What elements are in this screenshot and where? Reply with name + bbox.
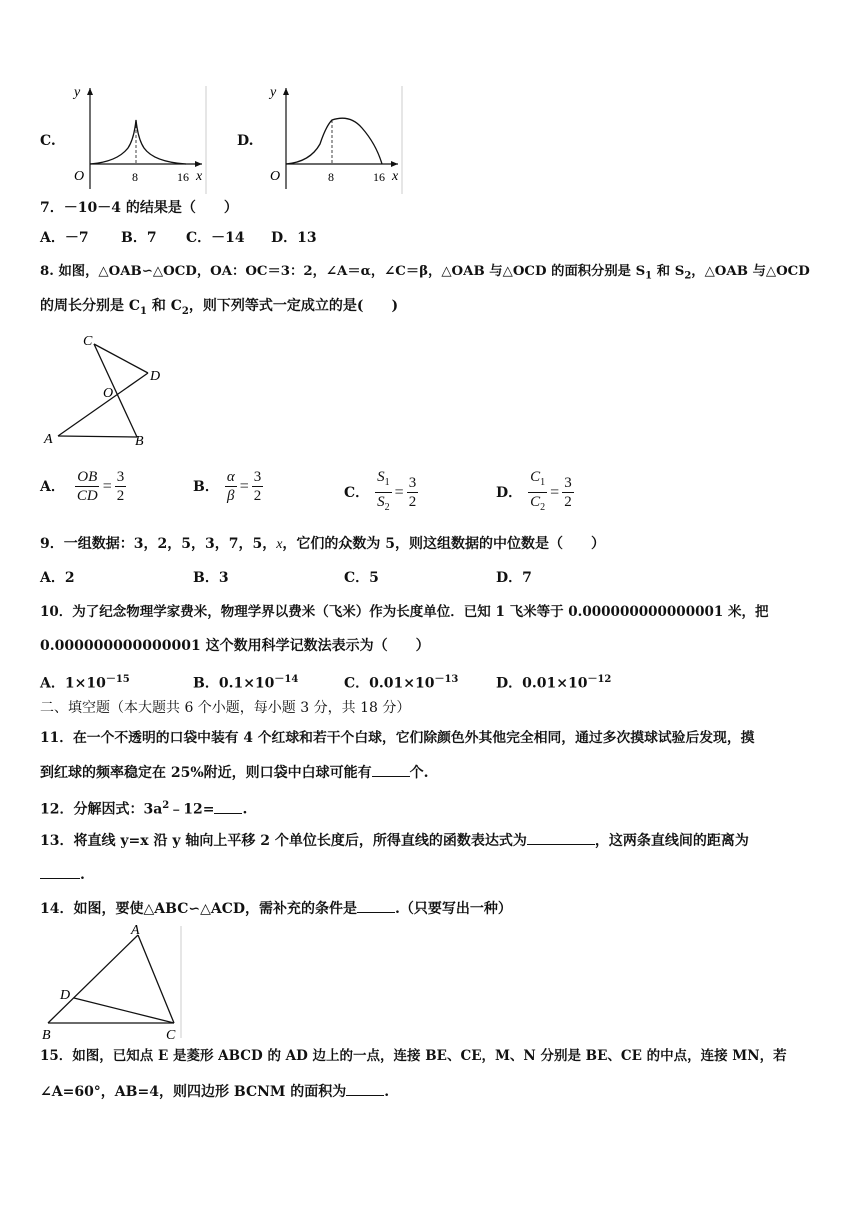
q14-answer-blank[interactable] bbox=[357, 898, 395, 913]
q13-stem-line1: 13．将直线 y=x 沿 y 轴向上平移 2 个单位长度后，所得直线的函数表达式为 ，这两条直线间的距离为 bbox=[40, 830, 749, 851]
graph-c bbox=[62, 84, 210, 196]
q8-label-a: A bbox=[44, 432, 53, 447]
graph-c-label: C. bbox=[40, 133, 56, 149]
graph-c-y-label: y bbox=[74, 85, 81, 100]
q9-option-c: C．5 bbox=[344, 570, 379, 586]
graph-d-x-label: x bbox=[392, 169, 399, 184]
graph-d-tick-16: 16 bbox=[373, 170, 385, 184]
q15-stem-line1: 15．如图，已知点 E 是菱形 ABCD 的 AD 边上的一点，连接 BE、CE，M、N 分别是 BE、CE 的中点，连接 MN，若 bbox=[40, 1048, 787, 1064]
q9-option-b: B．3 bbox=[193, 570, 229, 586]
q8-stem-line1: 8. 如图，△OAB∽△OCD，OA：OC＝3：2，∠A＝α，∠C＝β，△OAB 与△OCD 的面积分别是 $S_1$ 和 $S_2$，△OAB 与△OCD bbox=[40, 264, 810, 282]
q10-option-b: B．$0.1\times 10^{-14}$ bbox=[193, 674, 299, 692]
q14-label-b: B bbox=[42, 1028, 51, 1043]
q14-figure bbox=[38, 920, 186, 1044]
q14-label-a: A bbox=[131, 923, 140, 938]
q8-label-d: D bbox=[150, 369, 161, 384]
q11-stem-line1: 11．在一个不透明的口袋中装有 4 个红球和若干个白球，它们除颜色外其他完全相同，通过多次摸球试验后发现，摸 bbox=[40, 730, 755, 746]
graph-d-tick-8: 8 bbox=[328, 170, 334, 184]
q8-label-c: C bbox=[83, 334, 93, 349]
graph-d bbox=[258, 84, 406, 196]
q14-label-d: D bbox=[60, 988, 71, 1003]
q8-figure bbox=[40, 330, 170, 450]
q15-answer-blank[interactable] bbox=[346, 1081, 384, 1096]
q11-stem-line2: 到红球的频率稳定在 25%附近，则口袋中白球可能有 个. bbox=[40, 762, 429, 783]
q7-stem: 7．－10－4 的结果是（ ） bbox=[40, 200, 238, 216]
q8-label-o: O bbox=[103, 386, 114, 401]
q8-stem-line2: 的周长分别是 $C_1$ 和 $C_2$，则下列等式一定成立的是( ) bbox=[40, 298, 399, 317]
section-heading: 二、填空题（本大题共 6 个小题，每小题 3 分，共 18 分） bbox=[40, 700, 411, 716]
q13-stem-line2: . bbox=[40, 864, 85, 885]
q11-answer-blank[interactable] bbox=[372, 762, 410, 777]
graph-d-label: D. bbox=[237, 133, 254, 149]
q10-stem-line1: 10．为了纪念物理学家费米，物理学界以费米（飞米）作为长度单位．已知 1 飞米等于 0.000000000000001 米，把 bbox=[40, 604, 769, 620]
graph-c-x-label: x bbox=[196, 169, 203, 184]
q7-option-c: C．－14 bbox=[186, 230, 245, 246]
graph-d-origin: O bbox=[270, 169, 281, 184]
graph-d-y-label: y bbox=[270, 85, 277, 100]
q9-stem: 9．一组数据：3，2，5，3，7，5，x，它们的众数为 5，则这组数据的中位数是（ ） bbox=[40, 536, 606, 552]
q10-stem-line2: 0.000000000000001 这个数用科学记数法表示为（ ） bbox=[40, 638, 430, 654]
q14-label-c: C bbox=[166, 1028, 176, 1043]
q10-option-a: A．$1\times 10^{-15}$ bbox=[40, 674, 130, 692]
q7-option-d: D．13 bbox=[271, 230, 317, 246]
q14-stem: 14．如图，要使△ABC∽△ACD，需补充的条件是 .（只要写出一种） bbox=[40, 898, 512, 919]
q12-stem: 12．分解因式：$3a^2﹣12=$ . bbox=[40, 800, 248, 818]
q8-option-d: D． $\frac{C_1}{C_2}$ = $\frac{3}{2}$ bbox=[496, 469, 572, 513]
q15-stem-line2: ∠A=60°，AB=4，则四边形 BCNM 的面积为 . bbox=[40, 1081, 389, 1102]
q8-label-b: B bbox=[135, 434, 144, 449]
q8-option-b: B． $\frac{\alpha}{\beta}$ = $\frac{3}{2}$ bbox=[193, 469, 262, 504]
q9-option-d: D．7 bbox=[496, 570, 532, 586]
q10-option-c: C．$0.01\times 10^{-13}$ bbox=[344, 674, 459, 692]
graph-c-tick-8: 8 bbox=[132, 170, 138, 184]
q7-option-b: B．7 bbox=[121, 230, 157, 246]
q8-option-c: C． $\frac{S_1}{S_2}$ = $\frac{3}{2}$ bbox=[344, 469, 417, 513]
q13-answer-blank-2[interactable] bbox=[40, 864, 80, 879]
graph-c-tick-16: 16 bbox=[177, 170, 189, 184]
q7-option-a: A．－7 bbox=[40, 230, 89, 246]
q13-answer-blank-1[interactable] bbox=[527, 830, 595, 845]
q12-answer-blank[interactable] bbox=[214, 799, 242, 814]
graph-c-origin: O bbox=[74, 169, 85, 184]
q10-option-d: D．$0.01\times 10^{-12}$ bbox=[496, 674, 612, 692]
q8-option-a: A． $\frac{OB}{CD}$ = $\frac{3}{2}$ bbox=[40, 469, 125, 504]
q9-option-a: A．2 bbox=[40, 570, 75, 586]
